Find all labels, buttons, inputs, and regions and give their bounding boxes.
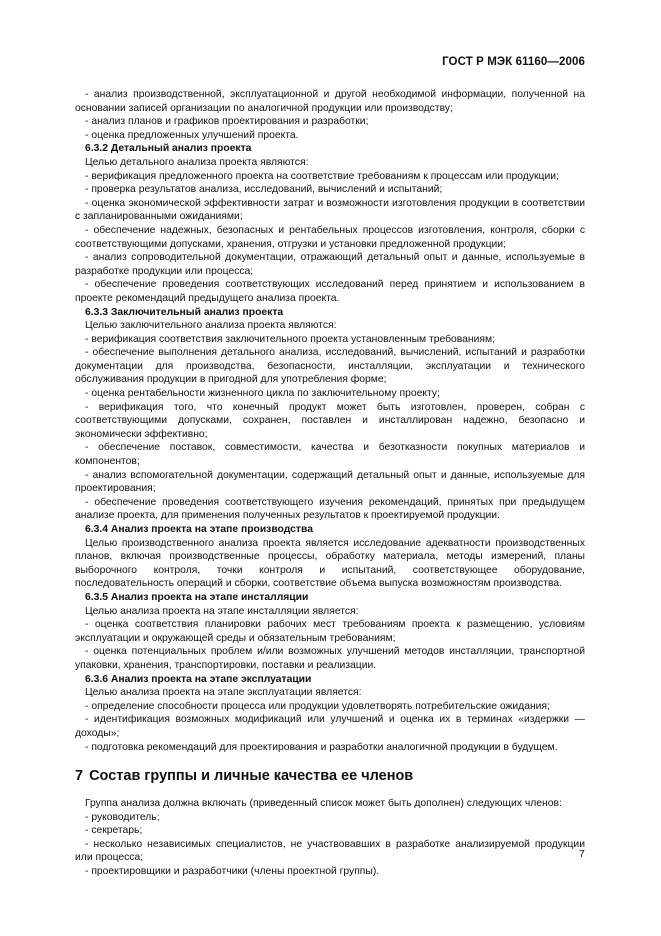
page-content — [75, 88, 585, 879]
document-code: ГОСТ Р МЭК 61160—2006 — [442, 56, 585, 68]
paragraph: - обеспечение проведения соответствующих исследований перед принятием и использованием в проекте рекомендаций предыдущего анализа проекта. — [75, 279, 585, 304]
paragraph: - верификация предложенного проекта на соответствие требованиям к процессам или продукции; — [85, 170, 559, 182]
paragraph: - оценка экономической эффективности затрат и возможности изготовления продукции в соответствии с запланированными ожиданиями; — [75, 197, 585, 223]
subsection-heading: 6.3.4 Анализ проекта на этапе производства — [85, 524, 313, 535]
paragraph: - оценка рентабельности жизненного цикла по заключительному проекту; — [85, 388, 440, 400]
paragraph: - оценка соответствия планировки рабочих мест требованиям проекта к размещению, условиям эксплуатации и окружающей среды и обязательным требованиям; — [75, 619, 585, 644]
paragraph: - анализ планов и графиков проектирования и разработки; — [85, 116, 369, 128]
list-item: - секретарь; — [85, 825, 143, 837]
subsection-heading: 6.3.6 Анализ проекта на этапе эксплуатации — [85, 673, 312, 685]
paragraph: - обеспечение выполнения детального анализа, исследований, вычислений, испытаний и разработки документации для производства, безопасности, инсталляции, эксплуатации и технического обслуживания продукции в пригодной для употребления форме; — [75, 347, 585, 386]
paragraph: Группа анализа должна включать (приведенный список может быть дополнен) следующих членов: — [85, 798, 562, 810]
paragraph: - оценка потенциальных проблем и/или возможных улучшений методов инсталляции, транспортной упаковки, хранения, транспортировки, поставки и реализации. — [75, 646, 585, 671]
paragraph: - обеспечение проведения соответствующего изучения рекомендаций, принятых при предыдущем анализе проекта, для применения полученных результатов к проектируемой продукции. — [75, 496, 585, 522]
list-item: - руководитель; — [85, 811, 160, 823]
paragraph: - оценка предложенных улучшений проекта. — [85, 129, 299, 141]
paragraph: - проверка результатов анализа, исследований, вычислений и испытаний; — [85, 184, 443, 196]
paragraph: Целью анализа проекта на этапе инсталляции является: — [85, 605, 359, 617]
section-6-3-body — [75, 88, 585, 754]
paragraph: Целью анализа проекта на этапе эксплуатации является: — [85, 687, 362, 699]
paragraph: - верификация соответствия заключительного проекта установленным требованиям; — [85, 333, 496, 345]
paragraph: - анализ производственной, эксплуатационной и другой необходимой информации, полученной на основании записей организации по аналогичной продукции или производству; — [75, 89, 585, 114]
subsection-heading: 6.3.5 Анализ проекта на этапе инсталляции — [85, 591, 309, 603]
paragraph: Целью производственного анализа проекта является исследование адекватности производственных планов, включая производственные процессы, обработку материала, методы измерений, планы выборочного контроля, точки контроля и испытаний, соответствующее оборудование, последовательность операций и сборки, соответствие объема выпуска возможностям производства. — [75, 537, 585, 590]
subsection-heading: 6.3.3 Заключительный анализ проекта — [85, 306, 284, 318]
list-item: - несколько независимых специалистов, не участвовавших в разработке анализируемой продукции или процесса; — [75, 838, 585, 864]
paragraph: - анализ вспомогательной документации, содержащий детальный опыт и данные, используемые для проектирования; — [75, 469, 585, 495]
section-title: Состав группы и личные качества ее членов — [89, 768, 414, 785]
paragraph: - верификация того, что конечный продукт может быть изготовлен, проверен, собран с соответствующими допусками, сохранен, поставлен и инсталлирован надежно, безопасно и экономически эффективно; — [75, 401, 585, 440]
paragraph: - идентификация возможных модификаций или улучшений и оценка их в терминах «издержки — доходы»; — [75, 714, 585, 739]
list-item: - проектировщики и разработчики (члены проектной группы). — [85, 866, 380, 878]
section-7-body — [75, 797, 585, 879]
section-number: 7 — [75, 768, 84, 785]
paragraph: Целью заключительного анализа проекта являются: — [85, 320, 337, 332]
paragraph: - подготовка рекомендаций для проектирования и разработки аналогичной продукции в будущем. — [85, 741, 558, 753]
paragraph: - анализ сопроводительной документации, отражающий детальный опыт и данные, используемые в разработке продукции или процесса; — [75, 252, 585, 277]
section-7-heading — [75, 767, 585, 785]
paragraph: - определение способности процесса или продукции удовлетворять потребительские ожидания; — [85, 700, 550, 712]
paragraph: - обеспечение надежных, безопасных и рентабельных процессов изготовления, контроля, сборки с соответствующими допусками, хранения, отгрузки и установки предложенной продукции; — [75, 224, 585, 250]
paragraph: - обеспечение поставок, совместимости, качества и безотказности покупных материалов и компонентов; — [75, 442, 585, 468]
page-number: 7 — [579, 848, 585, 860]
subsection-heading: 6.3.2 Детальный анализ проекта — [85, 143, 252, 155]
paragraph: Целью детального анализа проекта являются: — [85, 156, 309, 168]
